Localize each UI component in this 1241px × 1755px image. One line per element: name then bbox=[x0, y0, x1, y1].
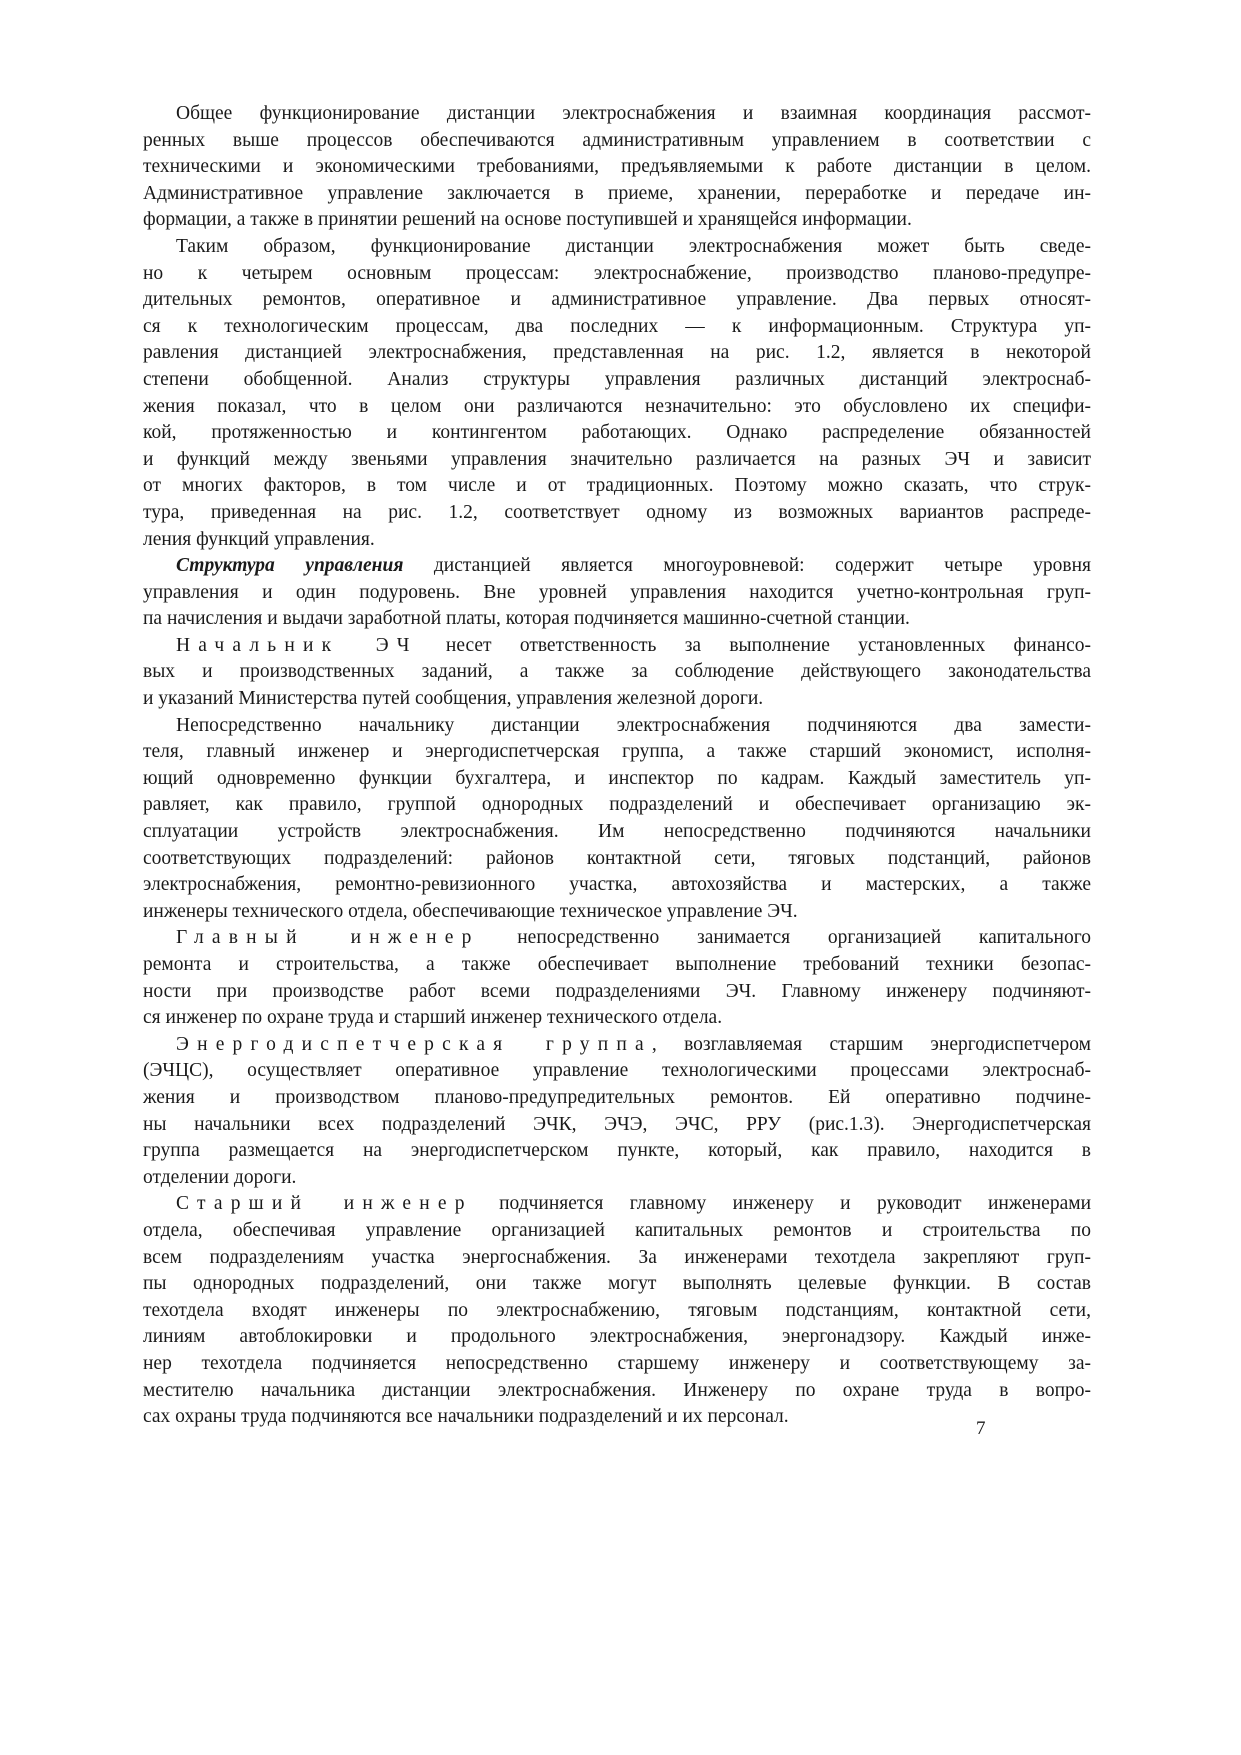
text-line bbox=[143, 128, 1091, 155]
line-text: теля, главный инженер и энергодиспетчерская группа, а также старший экономист, исполня- bbox=[143, 741, 1091, 763]
text-line bbox=[143, 340, 1091, 367]
text-line bbox=[143, 1404, 1091, 1431]
text-line bbox=[143, 686, 1091, 713]
line-text: па начисления и выдачи заработной платы, которая подчиняется машинно-счетной станции. bbox=[143, 608, 910, 630]
line-text: техническими и экономическими требованиями, предъявляемыми к работе дистанции в целом. bbox=[143, 156, 1091, 178]
line-text: ны начальники всех подразделений ЭЧК, ЭЧЭ, ЭЧС, РРУ (рис.1.3). Энергодиспетчерская bbox=[143, 1113, 1091, 1135]
text-line bbox=[143, 1191, 1091, 1218]
text-line bbox=[143, 580, 1091, 607]
text-line bbox=[143, 1058, 1091, 1085]
line-text: равляет, как правило, группой однородных подразделений и обеспечивает организацию эк- bbox=[143, 794, 1091, 816]
text-line bbox=[143, 872, 1091, 899]
line-text: управления и один подуровень. Вне уровней управления находится учетно-контрольная груп- bbox=[143, 581, 1091, 603]
text-line bbox=[143, 713, 1091, 740]
text-line bbox=[143, 819, 1091, 846]
text-line bbox=[143, 1005, 1091, 1032]
line-text: ремонта и строительства, а также обеспечивает выполнение требований техники безопас- bbox=[143, 954, 1091, 975]
spaced-term: Старший инженер bbox=[176, 1193, 473, 1215]
text-line bbox=[143, 633, 1091, 660]
text-line bbox=[143, 925, 1091, 952]
paragraph bbox=[143, 234, 1091, 553]
text-line bbox=[143, 846, 1091, 873]
text-line bbox=[143, 899, 1091, 926]
text-line bbox=[143, 659, 1091, 686]
line-text: формации, а также в принятии решений на основе поступившей и хранящейся информации. bbox=[143, 209, 912, 231]
line-text: но к четырем основным процессам: электроснабжение, производство планово-предупре- bbox=[143, 262, 1091, 284]
line-text: ся инженер по охране труда и старший инженер технического отдела. bbox=[143, 1007, 723, 1029]
line-text: Таким образом, функционирование дистанции электроснабжения может быть сведе- bbox=[176, 235, 1091, 257]
text-line bbox=[143, 979, 1091, 1006]
text-line bbox=[143, 447, 1091, 474]
text-line bbox=[143, 952, 1091, 979]
text-line bbox=[143, 1165, 1091, 1192]
body-text bbox=[143, 101, 1091, 1431]
emphasized-term: Структура управления bbox=[176, 555, 404, 577]
line-text: группа размещается на энергодиспетчерском пункте, который, как правило, находится в bbox=[143, 1140, 1091, 1162]
text-line bbox=[143, 766, 1091, 793]
line-text: сплуатации устройств электроснабжения. Им непосредственно подчиняются начальники bbox=[143, 821, 1091, 843]
paragraph bbox=[143, 1191, 1091, 1430]
line-text: тура, приведенная на рис. 1.2, соответствует одному из возможных вариантов распреде- bbox=[143, 501, 1091, 523]
text-line bbox=[143, 1271, 1091, 1298]
page-number: 7 bbox=[976, 1418, 986, 1439]
line-text: сах охраны труда подчиняются все начальники подразделений и их персонал. bbox=[143, 1406, 789, 1428]
text-line bbox=[143, 1324, 1091, 1351]
paragraph bbox=[143, 101, 1091, 234]
line-text: ности при производстве работ всеми подразделениями ЭЧ. Главному инженеру подчиняют- bbox=[143, 980, 1091, 1002]
line-text: линиям автоблокировки и продольного электроснабжения, энергонадзору. Каждый инже- bbox=[143, 1326, 1091, 1348]
line-text: от многих факторов, в том числе и от традиционных. Поэтому можно сказать, что струк- bbox=[143, 475, 1091, 497]
text-line bbox=[143, 527, 1091, 554]
text-line bbox=[143, 473, 1091, 500]
line-text: жения и производством планово-предупредительных ремонтов. Ей оперативно подчине- bbox=[143, 1086, 1091, 1108]
line-text: Административное управление заключается в приеме, хранении, переработке и передаче ин- bbox=[143, 182, 1091, 204]
line-text: техотдела входят инженеры по электроснабжению, тяговым подстанциям, контактной сети, bbox=[143, 1299, 1091, 1321]
line-text: всем подразделениям участка энергоснабжения. За инженерами техотдела закрепляют груп- bbox=[143, 1246, 1091, 1268]
line-text: дительных ремонтов, оперативное и административное управление. Два первых относят- bbox=[143, 289, 1091, 311]
text-line bbox=[143, 553, 1091, 580]
line-text: жения показал, что в целом они различаются незначительно: это обусловлено их специфи- bbox=[143, 395, 1091, 417]
line-text: ся к технологическим процессам, два последних — к информационным. Структура уп- bbox=[143, 315, 1091, 337]
text-line bbox=[143, 394, 1091, 421]
text-line bbox=[143, 234, 1091, 261]
line-text: соответствующих подразделений: районов контактной сети, тяговых подстанций, районов bbox=[143, 847, 1091, 869]
text-line bbox=[143, 1032, 1091, 1059]
line-text: и функций между звеньями управления значительно различается на разных ЭЧ и зависит bbox=[143, 448, 1091, 470]
text-line bbox=[143, 1298, 1091, 1325]
line-text: Общее функционирование дистанции электроснабжения и взаимная координация рассмот- bbox=[176, 103, 1091, 124]
line-text: инженеры технического отдела, обеспечивающие техническое управление ЭЧ. bbox=[143, 900, 798, 922]
text-line bbox=[143, 606, 1091, 633]
text-line bbox=[143, 287, 1091, 314]
line-text: ющий одновременно функции бухгалтера, и инспектор по кадрам. Каждый заместитель уп- bbox=[143, 767, 1091, 789]
text-line bbox=[143, 314, 1091, 341]
paragraph bbox=[143, 925, 1091, 1031]
line-text: несет ответственность за выполнение установленных финансо- bbox=[417, 634, 1091, 656]
text-line bbox=[143, 207, 1091, 234]
line-text: местителю начальника дистанции электроснабжения. Инженеру по охране труда в вопро- bbox=[143, 1379, 1091, 1401]
paragraph bbox=[143, 633, 1091, 713]
text-line bbox=[143, 1378, 1091, 1405]
line-text: нер техотдела подчиняется непосредственно старшему инженеру и соответствующему за- bbox=[143, 1352, 1091, 1374]
line-text: отделении дороги. bbox=[143, 1166, 297, 1188]
line-text: непосредственно занимается организацией капитального bbox=[479, 927, 1091, 949]
line-text: Непосредственно начальнику дистанции электроснабжения подчиняются два замести- bbox=[176, 714, 1091, 736]
text-line bbox=[143, 792, 1091, 819]
text-line bbox=[143, 101, 1091, 128]
text-line bbox=[143, 500, 1091, 527]
spaced-term: Главный инженер bbox=[176, 927, 480, 949]
line-text: дистанцией является многоуровневой: содержит четыре уровня bbox=[403, 555, 1091, 577]
text-line bbox=[143, 181, 1091, 208]
line-text: равления дистанцией электроснабжения, представленная на рис. 1.2, является в некоторой bbox=[143, 342, 1091, 364]
text-line bbox=[143, 1218, 1091, 1245]
spaced-term: Энергодиспетчерская группа bbox=[176, 1033, 652, 1055]
line-text: ления функций управления. bbox=[143, 528, 375, 550]
text-line bbox=[143, 420, 1091, 447]
line-text: кой, протяженностью и контингентом работающих. Однако распределение обязанностей bbox=[143, 422, 1091, 444]
text-line bbox=[143, 739, 1091, 766]
line-text: (ЭЧЦС), осуществляет оперативное управление технологическими процессами электроснаб- bbox=[143, 1060, 1091, 1082]
text-line bbox=[143, 1138, 1091, 1165]
line-text: ренных выше процессов обеспечиваются административным управлением в соответствии с bbox=[143, 129, 1091, 151]
line-text: и указаний Министерства путей сообщения, управления железной дороги. bbox=[143, 688, 764, 710]
line-text: пы однородных подразделений, они также могут выполнять целевые функции. В состав bbox=[143, 1273, 1091, 1295]
line-text: отдела, обеспечивая управление организацией капитальных ремонтов и строительства по bbox=[143, 1219, 1091, 1241]
line-text: подчиняется главному инженеру и руководит инженерами bbox=[472, 1193, 1091, 1215]
paragraph bbox=[143, 553, 1091, 633]
text-line bbox=[143, 261, 1091, 288]
text-line bbox=[143, 1245, 1091, 1272]
line-text: степени обобщенной. Анализ структуры управления различных дистанций электроснаб- bbox=[143, 368, 1091, 390]
line-text: электроснабжения, ремонтно-ревизионного участка, автохозяйства и мастерских, а также bbox=[143, 874, 1091, 896]
spaced-term: Начальник ЭЧ bbox=[176, 634, 418, 656]
paragraph bbox=[143, 713, 1091, 926]
text-line bbox=[143, 1112, 1091, 1139]
text-line bbox=[143, 367, 1091, 394]
line-text: , возглавляемая старшим энергодиспетчером bbox=[651, 1033, 1091, 1055]
text-line bbox=[143, 154, 1091, 181]
text-line bbox=[143, 1351, 1091, 1378]
paragraph bbox=[143, 1032, 1091, 1192]
text-line bbox=[143, 1085, 1091, 1112]
line-text: вых и производственных заданий, а также за соблюдение действующего законодательства bbox=[143, 661, 1091, 683]
